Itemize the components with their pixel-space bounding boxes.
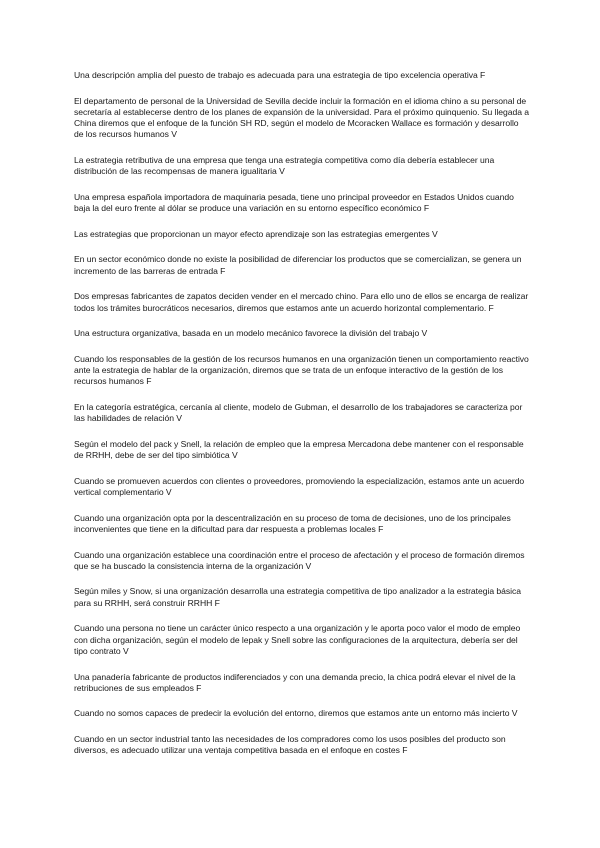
statement-11: Según el modelo del pack y Snell, la relación de empleo que la empresa Mercadona debe mantener con el responsable de RRHH, debe de ser del tipo simbiótica V	[74, 438, 524, 461]
statement-4: Una empresa española importadora de maquinaria pesada, tiene uno principal proveedor en Estados Unidos cuando baja la del euro frente al dólar se produce una variación en su entorno específico económico F	[74, 191, 514, 214]
statement-1: Una descripción amplia del puesto de trabajo es adecuada para una estrategia de tipo excelencia operativa F	[74, 70, 486, 80]
statement-6: En un sector económico donde no existe la posibilidad de diferenciar los productos que se comercializan, se genera un incremento de las barreras de entrada F	[74, 254, 522, 276]
statement-9: Cuando los responsables de la gestión de los recursos humanos en una organización tienen un comportamiento reactivo ante la estrategia de hablar de la organización, diremos que se trata de un enfoque interactivo de la gestión de los recursos humanos F	[74, 353, 529, 387]
statement-8: Una estructura organizativa, basada en un modelo mecánico favorece la división del trabajo V	[74, 328, 428, 339]
statement-17: Una panadería fabricante de productos indiferenciados y con una demanda precio, la chica podrá elevar el nivel de la retribuciones de sus empleados F	[74, 671, 516, 693]
statement-16: Cuando una persona no tiene un carácter único respecto a una organización y le aporta poco valor el modo de empleo con dicha organización, según el modelo de lepak y Snell sobre las configuraciones de la arquitectura, debería ser del tipo contrato V	[74, 623, 521, 656]
statement-15: Según miles y Snow, si una organización desarrolla una estrategia competitiva de tipo analizador a la estrategia básica para su RRHH, será construir RRHH F	[74, 586, 521, 608]
question-list	[74, 70, 530, 771]
statement-3: La estrategia retributiva de una empresa que tenga una estrategia competitiva como día debería establecer una distribución de las recompensas de manera igualitaria V	[74, 155, 495, 177]
statement-14: Cuando una organización establece una coordinación entre el proceso de afectación y el proceso de formación diremos que se ha buscado la consistencia interna de la organización V	[74, 549, 525, 571]
statement-19: Cuando en un sector industrial tanto las necesidades de los compradores como los usos posibles del producto son diversos, es adecuado utilizar una ventaja competitiva basada en el enfoque en costes F	[74, 734, 506, 756]
statement-12: Cuando se promueven acuerdos con clientes o proveedores, promoviendo la especialización, estamos ante un acuerdo vertical complementario V	[74, 475, 525, 498]
statement-18: Cuando no somos capaces de predecir la evolución del entorno, diremos que estamos ante un entorno más incierto V	[74, 708, 518, 719]
statement-5: Las estrategias que proporcionan un mayor efecto aprendizaje son las estrategias emergentes V	[74, 228, 438, 239]
statement-10: En la categoría estratégica, cercanía al cliente, modelo de Gubman, el desarrollo de los trabajadores se caracteriza por las habilidades de relación V	[74, 402, 523, 424]
statement-2: El departamento de personal de la Universidad de Sevilla decide incluir la formación en el idioma chino a su personal de secretaría al establecerse dentro de los planes de expansión de la universidad. Para el próximo quinquenio. Su llegada a China diremos que el enfoque de la función SH RD, según el modelo de Mcoracken Wallace es formación y desarrollo de los recursos humanos V	[74, 95, 530, 140]
statement-13: Cuando una organización opta por la descentralización en su proceso de toma de decisiones, uno de los principales inconvenientes que tiene en la dificultad para dar respuesta a problemas locales F	[74, 512, 511, 534]
statement-7: Dos empresas fabricantes de zapatos deciden vender en el mercado chino. Para ello uno de ellos se encarga de realizar todos los trámites burocráticos necesarios, diremos que estamos ante un acuerdo horizontal complementario. F	[74, 291, 529, 313]
